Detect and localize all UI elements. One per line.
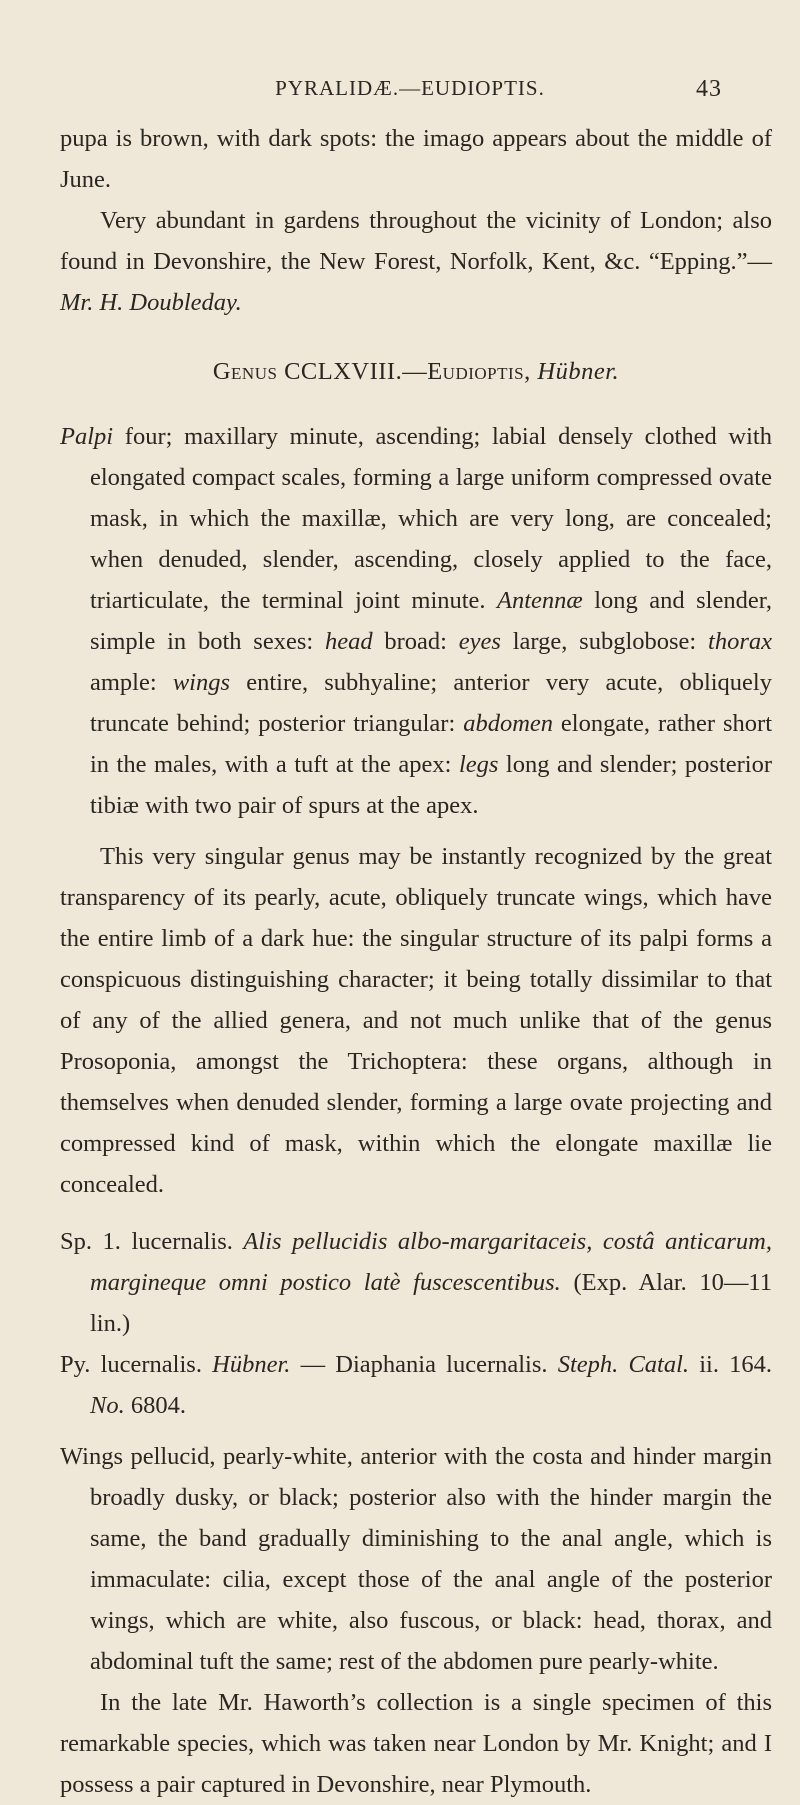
page-number: 43 [696, 76, 722, 102]
term-abdomen: abdomen [463, 710, 554, 737]
locality-text: Very abundant in gardens throughout the vicinity of London; also found in Devonshire, the New Forest, Norfolk, Kent, &c. “Epping.”— [60, 207, 772, 275]
text-thorax: ample: [90, 669, 173, 696]
synonym-ref-no-val: 6804. [124, 1392, 186, 1419]
species-measure: (Exp. Alar. 10—11 lin.) [90, 1269, 773, 1337]
locality-attribution: Mr. H. Doubleday. [60, 289, 242, 316]
text-wings: entire, subhyaline; anterior very acute, obliquely truncate behind; posterior triangular: [90, 669, 772, 737]
paragraph-genus-characters [60, 416, 772, 826]
genus-label: Genus [212, 358, 278, 385]
species-latin: Alis pellucidis albo-margaritaceis, costâ anticarum, margineque omni postico latè fuscescentibus. [90, 1228, 772, 1296]
species-diagnosis [60, 1221, 772, 1344]
term-eyes: eyes [458, 628, 501, 655]
synonym-label: Py. lucernalis. [60, 1351, 202, 1378]
synonym-ref-author: Steph. Catal. [557, 1351, 690, 1378]
genus-name: —Eudioptis, [402, 358, 531, 385]
genus-numeral: CCLXVIII. [284, 358, 403, 385]
genus-heading [60, 351, 772, 392]
synonym-ref-no: No. [90, 1392, 125, 1419]
synonym-author: Hübner. [212, 1351, 291, 1378]
text-antennae: long and slender, simple in both sexes: [90, 587, 773, 655]
running-title: PYRALIDÆ.—EUDIOPTIS. [275, 76, 545, 100]
synonym-ref-num: ii. 164. [689, 1351, 773, 1378]
text-eyes: large, subglobose: [500, 628, 709, 655]
running-head [60, 76, 760, 106]
term-palpi: Palpi [60, 423, 114, 450]
page-body [60, 118, 772, 1805]
text-palpi: four; maxillary minute, ascending; labial densely clothed with elongated compact scales, forming a large uniform compressed ovate mask, in which the maxillæ, which are very long, are concealed; when denuded, slender, ascending, closely applied to the face, triarticulate, the terminal joint minute. [90, 423, 772, 614]
text-legs: long and slender; posterior tibiæ with two pair of spurs at the apex. [90, 751, 773, 819]
term-antennae: Antennæ [497, 587, 583, 614]
paragraph-collection: In the late Mr. Haworth’s collection is a single specimen of this remarkable species, which was taken near London by Mr. Knight; and I possess a pair captured in Devonshire, near Plymouth. [60, 1689, 772, 1798]
term-wings: wings [172, 669, 231, 696]
species-label: Sp. 1. lucernalis. [60, 1228, 233, 1255]
term-head: head [324, 628, 373, 655]
paragraph-description: Wings pellucid, pearly-white, anterior with the costa and hinder margin broadly dusky, or black; posterior also with the hinder margin the same, the band gradually diminishing to the anal angle, which is immaculate: cilia, except those of the anal angle of the posterior wings, which are white, also fuscous, or black: head, thorax, and abdominal tuft the same; rest of the abdomen pure pearly-white. [60, 1443, 772, 1675]
term-thorax: thorax [708, 628, 772, 655]
paragraph-genus-remarks: This very singular genus may be instantly recognized by the great transparency of its pearly, acute, obliquely truncate wings, which have the entire limb of a dark hue: the singular structure of its palpi forms a conspicuous distinguishing character; it being totally dissimilar to that of any of the allied genera, and not much unlike that of the genus Prosoponia, amongst the Trichoptera: these organs, although in themselves when denuded slender, forming a large ovate projecting and compressed kind of mask, within which the elongate maxillæ lie concealed. [60, 843, 772, 1198]
synonymy [60, 1344, 772, 1426]
text-head: broad: [372, 628, 459, 655]
synonym-diaphania: — Diaphania lucernalis. [290, 1351, 558, 1378]
genus-author: Hübner. [537, 358, 620, 385]
paragraph-pupa: pupa is brown, with dark spots: the imago appears about the middle of June. [60, 125, 772, 193]
paragraph-locality [60, 200, 772, 323]
term-legs: legs [458, 751, 499, 778]
text-abdomen: elongate, rather short in the males, with a tuft at the apex: [90, 710, 772, 778]
